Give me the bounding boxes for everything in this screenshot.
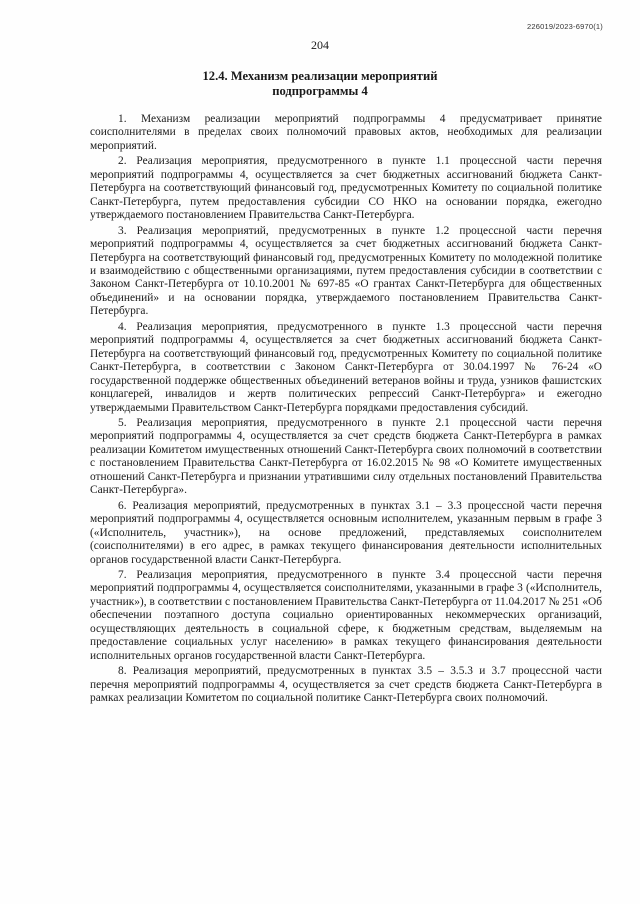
document-id: 226019/2023-6970(1) [527, 22, 603, 31]
paragraph-8: 8. Реализация мероприятий, предусмотренных в пунктах 3.5 – 3.5.3 и 3.7 процессной части перечня мероприятий подпрограммы 4, осуществляется за счет средств бюджета Санкт-Петербурга в рамках реализации Комитетом по социальной политике Санкт-Петербурга своих полномочий. [90, 665, 602, 705]
section-title-line-2: подпрограммы 4 [272, 84, 368, 98]
paragraph-3: 3. Реализация мероприятий, предусмотренных в пункте 1.2 процессной части перечня мероприятий подпрограммы 4, осуществляется за счет бюджетных ассигнований бюджета Санкт-Петербурга на соответствующий финансовый год, предусмотренных Комитету по молодежной политике и взаимодействию с общественными организациями, путем предоставления субсидии в соответствии с Законом Санкт-Петербурга от 10.10.2001 № 697-85 «О грантах Санкт-Петербурга для общественных объединений» и на основании порядка, утверждаемого постановлением Правительства Санкт-Петербурга. [90, 224, 602, 318]
paragraph-1: 1. Механизм реализации мероприятий подпрограммы 4 предусматривает принятие соисполнителями в пределах своих полномочий правовых актов, необходимых для реализации мероприятий. [90, 113, 602, 152]
section-heading [90, 69, 550, 99]
paragraph-6: 6. Реализация мероприятий, предусмотренных в пунктах 3.1 – 3.3 процессной части перечня мероприятий подпрограммы 4, осуществляется основным исполнителем, указанным первым в графе 3 («Исполнитель, участник»), на основе предложений, представляемых соисполнителем (соисполнителями) в его адрес, в рамках текущего финансирования деятельности исполнительных органов государственной власти Санкт-Петербурга. [90, 499, 602, 566]
paragraph-4: 4. Реализация мероприятия, предусмотренного в пункте 1.3 процессной части перечня мероприятий подпрограммы 4, осуществляется за счет бюджетных ассигнований бюджета Санкт-Петербурга на соответствующий финансовый год, предусмотренных Комитету по социальной политике Санкт-Петербурга, в соответствии с Законом Санкт-Петербурга от 30.04.1997 № 76-24 «О государственной поддержке общественных объединений ветеранов войны и труда, узников фашистских концлагерей, инвалидов и жертв политических репрессий Санкт-Петербурга» и ежегодно утверждаемыми Правительством Санкт-Петербурга порядками предоставления субсидий. [90, 320, 602, 414]
paragraph-7: 7. Реализация мероприятия, предусмотренного в пункте 3.4 процессной части перечня мероприятий подпрограммы 4, осуществляется соисполнителями, указанными в графе 3 («Исполнитель, участник»), в соответствии с постановлением Правительства Санкт-Петербурга от 11.04.2017 № 251 «Об обеспечении поэтапного доступа социально ориентированных некоммерческих организаций, осуществляющих деятельность в социальной сфере, к бюджетным средствам, выделяемым на предоставление социальных услуг населению» в рамках текущего финансирования деятельности исполнительных органов государственной власти Санкт-Петербурга. [90, 568, 602, 662]
body-text [90, 113, 602, 707]
section-title-line-1: 12.4. Механизм реализации мероприятий [202, 69, 438, 83]
page-number: 204 [311, 38, 329, 52]
paragraph-2: 2. Реализация мероприятия, предусмотренного в пункте 1.1 процессной части перечня мероприятий подпрограммы 4, осуществляется за счет бюджетных ассигнований бюджета Санкт-Петербурга на соответствующий финансовый год, предусмотренных Комитету по социальной политике Санкт-Петербурга, путем предоставления субсидии СО НКО на основании порядка, ежегодно утверждаемого постановлением Правительства Санкт-Петербурга. [90, 155, 602, 222]
paragraph-5: 5. Реализация мероприятия, предусмотренного в пункте 2.1 процессной части перечня мероприятий подпрограммы 4, осуществляется за счет средств бюджета Санкт-Петербурга в рамках реализации Комитетом имущественных отношений Санкт-Петербурга своих полномочий в соответствии с постановлением Правительства Санкт-Петербурга от 16.02.2015 № 98 «О Комитете имущественных отношений Санкт-Петербурга и признании утратившими силу отдельных постановлений Правительства Санкт-Петербурга». [90, 416, 602, 497]
